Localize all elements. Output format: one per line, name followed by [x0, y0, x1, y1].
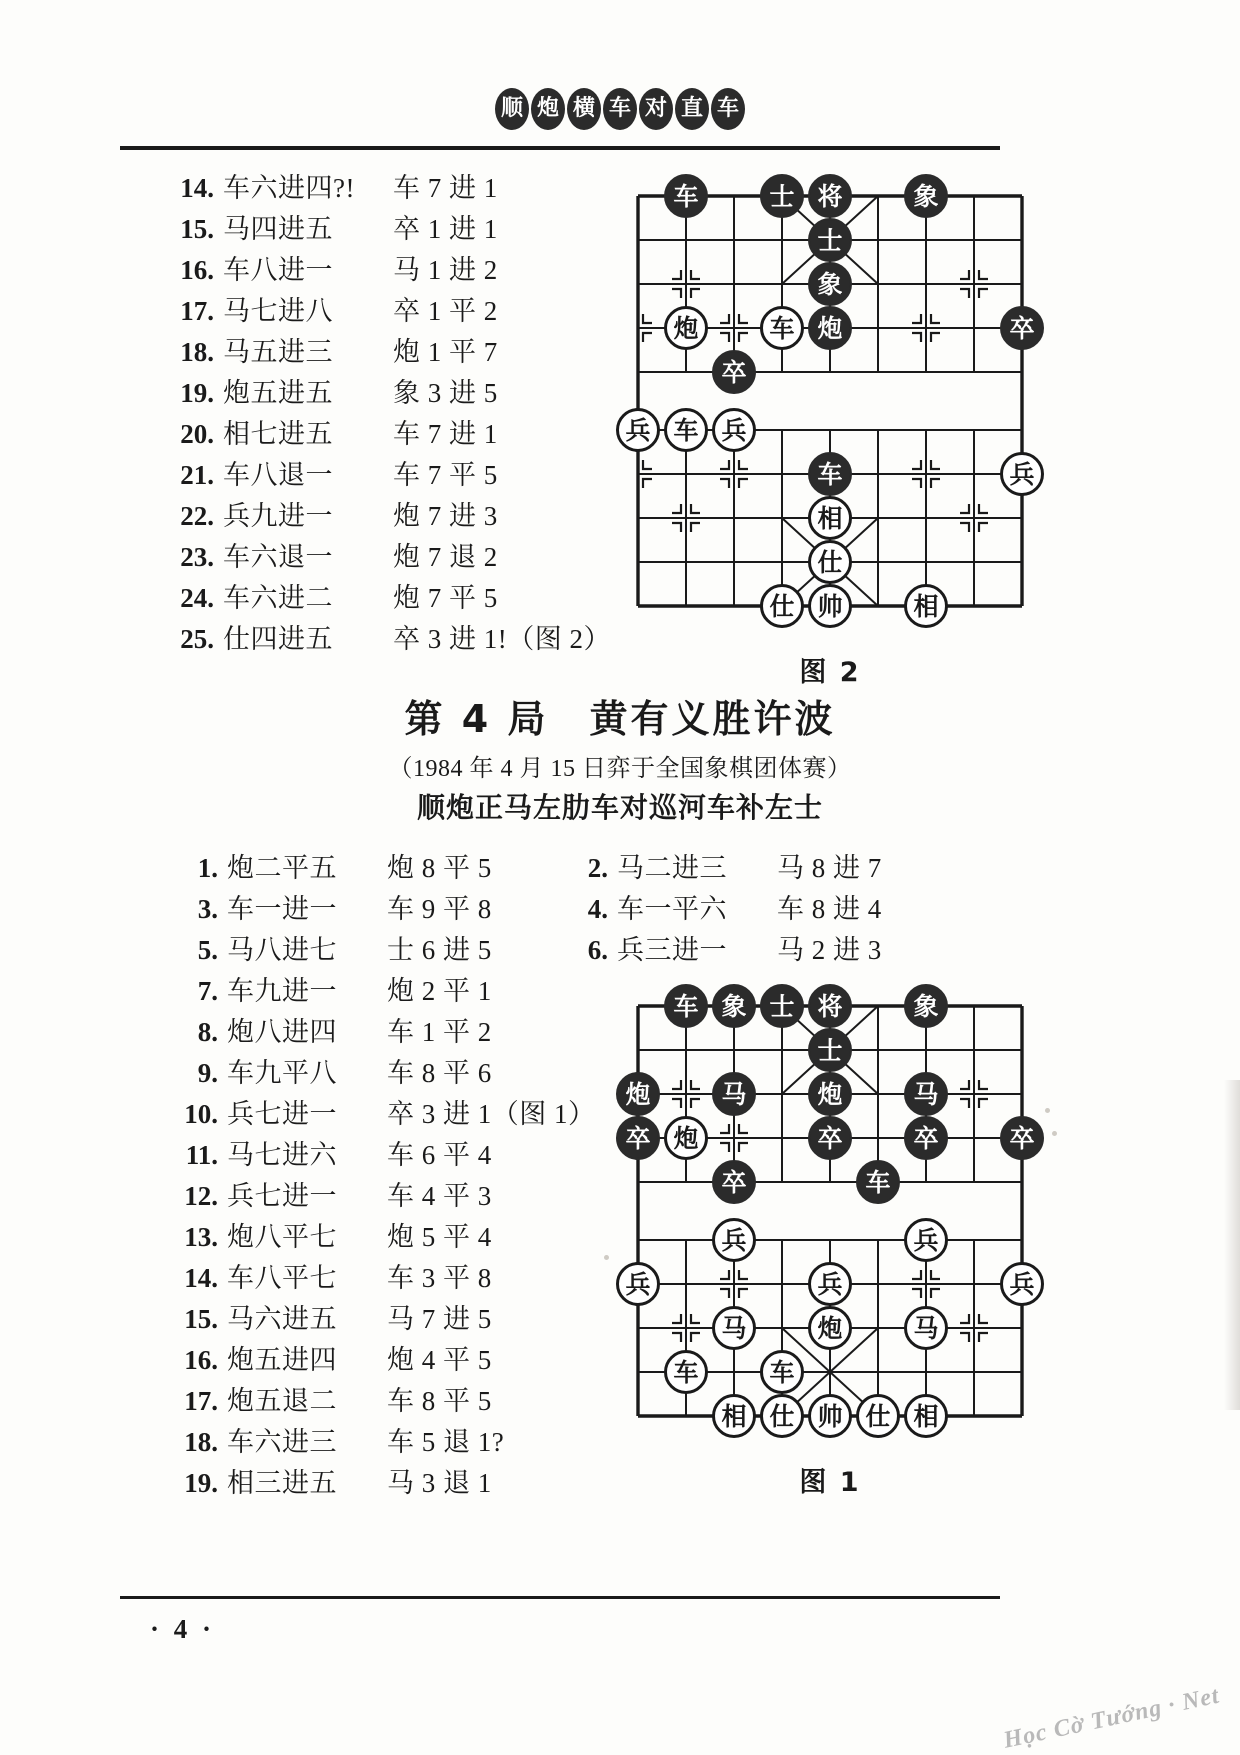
running-head-char: 车	[603, 88, 637, 130]
chess-piece-red: 炮	[664, 1116, 708, 1160]
chess-piece-red: 仕	[760, 1394, 804, 1438]
move-black: 卒 3 进 1（图 1）	[387, 1099, 596, 1129]
move-list-right	[560, 848, 882, 971]
xiangqi-board-1	[612, 980, 1048, 1442]
move-line	[160, 537, 611, 578]
move-red: 兵九进一	[223, 501, 333, 531]
chess-piece-red: 相	[904, 1394, 948, 1438]
move-red: 马六进五	[227, 1304, 337, 1334]
running-head-char: 横	[567, 88, 601, 130]
move-red: 车八平七	[227, 1263, 337, 1293]
move-red: 车八进一	[223, 255, 333, 285]
move-red: 仕四进五	[223, 624, 333, 654]
move-line	[160, 291, 611, 332]
page-speck	[1045, 1108, 1050, 1113]
move-line	[170, 930, 596, 971]
move-number: 3.	[197, 894, 218, 924]
move-line	[160, 373, 611, 414]
move-black: 炮 8 平 5	[387, 853, 492, 883]
move-line	[170, 1340, 596, 1381]
move-black: 炮 4 平 5	[387, 1345, 492, 1375]
move-black: 马 1 进 2	[393, 255, 498, 285]
chess-piece-red: 相	[904, 584, 948, 628]
move-black: 马 3 退 1	[387, 1468, 492, 1498]
move-black: 车 8 进 4	[777, 894, 882, 924]
chess-piece-red: 炮	[664, 306, 708, 350]
chess-piece-red: 相	[712, 1394, 756, 1438]
move-line	[160, 168, 611, 209]
move-black: 卒 1 进 1	[393, 214, 498, 244]
move-black: 车 7 进 1	[393, 419, 498, 449]
chess-piece-black: 卒	[712, 350, 756, 394]
move-line	[170, 1463, 596, 1504]
move-number: 23.	[180, 542, 214, 572]
move-list-left	[170, 848, 596, 1504]
chess-piece-red: 兵	[808, 1262, 852, 1306]
move-red: 车八退一	[223, 460, 333, 490]
move-line	[170, 1176, 596, 1217]
chess-piece-red: 兵	[1000, 1262, 1044, 1306]
running-head-char: 炮	[531, 88, 565, 130]
chess-piece-black: 车	[808, 452, 852, 496]
move-line	[160, 619, 611, 660]
move-red: 车六退一	[223, 542, 333, 572]
move-red: 炮八进四	[227, 1017, 337, 1047]
move-line	[560, 848, 882, 889]
move-black: 车 7 进 1	[393, 173, 498, 203]
chess-piece-red: 仕	[808, 540, 852, 584]
move-red: 车六进三	[227, 1427, 337, 1457]
chess-piece-black: 象	[904, 174, 948, 218]
running-head	[0, 88, 1240, 130]
move-black: 车 8 平 6	[387, 1058, 492, 1088]
move-line	[170, 1012, 596, 1053]
chess-piece-red: 兵	[712, 1218, 756, 1262]
move-red: 兵七进一	[227, 1099, 337, 1129]
move-number: 24.	[180, 583, 214, 613]
move-red: 炮五进四	[227, 1345, 337, 1375]
move-number: 5.	[197, 935, 218, 965]
move-number: 7.	[197, 976, 218, 1006]
chess-piece-black: 将	[808, 174, 852, 218]
move-red: 车九进一	[227, 976, 337, 1006]
chess-piece-black: 卒	[712, 1160, 756, 1204]
move-black: 炮 2 平 1	[387, 976, 492, 1006]
move-line	[160, 496, 611, 537]
move-black: 马 8 进 7	[777, 853, 882, 883]
move-black: 车 5 退 1?	[387, 1427, 505, 1457]
move-black: 炮 1 平 7	[393, 337, 498, 367]
chess-piece-black: 卒	[1000, 1116, 1044, 1160]
move-line	[170, 1094, 596, 1135]
chess-piece-black: 卒	[1000, 306, 1044, 350]
game-title: 第 4 局 黄有义胜许波	[404, 697, 836, 741]
chess-piece-black: 车	[664, 984, 708, 1028]
move-line	[170, 1135, 596, 1176]
running-head-char: 车	[711, 88, 745, 130]
move-black: 车 4 平 3	[387, 1181, 492, 1211]
chess-piece-red: 相	[808, 496, 852, 540]
move-red: 炮五退二	[227, 1386, 337, 1416]
chess-piece-black: 炮	[808, 306, 852, 350]
move-number: 17.	[184, 1386, 218, 1416]
move-number: 14.	[180, 173, 214, 203]
figure-1-caption: 图 1	[799, 1467, 861, 1498]
move-line	[160, 578, 611, 619]
move-black: 车 3 平 8	[387, 1263, 492, 1293]
chess-piece-red: 车	[664, 408, 708, 452]
move-line	[160, 455, 611, 496]
chess-piece-red: 马	[712, 1306, 756, 1350]
move-black: 马 2 进 3	[777, 935, 882, 965]
move-list-top	[160, 168, 611, 660]
header-rule	[120, 146, 1000, 150]
move-number: 19.	[180, 378, 214, 408]
move-number: 4.	[587, 894, 608, 924]
move-number: 8.	[197, 1017, 218, 1047]
move-line	[170, 889, 596, 930]
move-black: 卒 3 进 1!（图 2）	[393, 624, 611, 654]
move-number: 16.	[184, 1345, 218, 1375]
move-number: 16.	[180, 255, 214, 285]
move-number: 21.	[180, 460, 214, 490]
move-number: 17.	[180, 296, 214, 326]
move-number: 15.	[180, 214, 214, 244]
move-red: 兵三进一	[617, 935, 727, 965]
chess-piece-red: 车	[760, 1350, 804, 1394]
move-black: 卒 1 平 2	[393, 296, 498, 326]
move-number: 18.	[180, 337, 214, 367]
chess-piece-red: 帅	[808, 584, 852, 628]
move-number: 9.	[197, 1058, 218, 1088]
move-red: 车一平六	[617, 894, 727, 924]
running-head-char: 对	[639, 88, 673, 130]
move-line	[170, 1422, 596, 1463]
chess-piece-black: 车	[664, 174, 708, 218]
diagram-figure-1	[612, 980, 1048, 1498]
chess-piece-black: 卒	[808, 1116, 852, 1160]
move-black: 车 1 平 2	[387, 1017, 492, 1047]
chess-piece-black: 象	[808, 262, 852, 306]
chess-piece-red: 仕	[760, 584, 804, 628]
move-red: 炮五进五	[223, 378, 333, 408]
move-black: 象 3 进 5	[393, 378, 498, 408]
footer-rule	[120, 1596, 1000, 1599]
move-number: 19.	[184, 1468, 218, 1498]
move-number: 14.	[184, 1263, 218, 1293]
move-black: 马 7 进 5	[387, 1304, 492, 1334]
chess-piece-black: 炮	[616, 1072, 660, 1116]
move-line	[170, 1053, 596, 1094]
chess-piece-black: 象	[712, 984, 756, 1028]
running-head-char: 直	[675, 88, 709, 130]
move-number: 11.	[185, 1140, 218, 1170]
move-black: 士 6 进 5	[387, 935, 492, 965]
move-black: 炮 7 退 2	[393, 542, 498, 572]
page-speck	[604, 1255, 609, 1260]
move-number: 10.	[184, 1099, 218, 1129]
move-line	[160, 250, 611, 291]
move-red: 马七进六	[227, 1140, 337, 1170]
chess-piece-black: 士	[760, 984, 804, 1028]
chess-piece-black: 马	[712, 1072, 756, 1116]
move-black: 车 8 平 5	[387, 1386, 492, 1416]
move-number: 2.	[587, 853, 608, 883]
move-number: 6.	[587, 935, 608, 965]
chess-piece-black: 士	[808, 1028, 852, 1072]
game-subtitle: （1984 年 4 月 15 日弈于全国象棋团体赛）	[388, 756, 852, 782]
chess-piece-black: 炮	[808, 1072, 852, 1116]
move-number: 1.	[197, 853, 218, 883]
move-line	[170, 1381, 596, 1422]
move-line	[560, 930, 882, 971]
move-red: 炮八平七	[227, 1222, 337, 1252]
chess-piece-red: 仕	[856, 1394, 900, 1438]
move-number: 22.	[180, 501, 214, 531]
move-red: 相三进五	[227, 1468, 337, 1498]
chess-piece-black: 将	[808, 984, 852, 1028]
move-black: 车 7 平 5	[393, 460, 498, 490]
move-number: 15.	[184, 1304, 218, 1334]
move-red: 车九平八	[227, 1058, 337, 1088]
move-red: 车六进二	[223, 583, 333, 613]
move-red: 车一进一	[227, 894, 337, 924]
game-opening-name: 顺炮正马左肋车对巡河车补左士	[416, 791, 823, 824]
page-edge-shadow	[1224, 1080, 1240, 1410]
move-line	[170, 848, 596, 889]
move-line	[560, 889, 882, 930]
move-red: 马二进三	[617, 853, 727, 883]
chess-piece-black: 士	[760, 174, 804, 218]
chess-piece-red: 炮	[808, 1306, 852, 1350]
chess-piece-black: 象	[904, 984, 948, 1028]
chess-piece-red: 兵	[616, 408, 660, 452]
page-speck	[1052, 1131, 1057, 1136]
move-number: 20.	[180, 419, 214, 449]
move-red: 马七进八	[223, 296, 333, 326]
move-black: 炮 7 平 5	[393, 583, 498, 613]
move-number: 25.	[180, 624, 214, 654]
running-head-char: 顺	[495, 88, 529, 130]
move-red: 炮二平五	[227, 853, 337, 883]
xiangqi-board-2	[612, 170, 1048, 632]
chess-piece-red: 帅	[808, 1394, 852, 1438]
move-red: 马八进七	[227, 935, 337, 965]
move-black: 车 9 平 8	[387, 894, 492, 924]
move-red: 相七进五	[223, 419, 333, 449]
move-line	[170, 1258, 596, 1299]
chess-piece-red: 兵	[904, 1218, 948, 1262]
chess-piece-red: 车	[664, 1350, 708, 1394]
chess-piece-black: 士	[808, 218, 852, 262]
move-red: 马五进三	[223, 337, 333, 367]
move-black: 炮 5 平 4	[387, 1222, 492, 1252]
chess-piece-red: 兵	[1000, 452, 1044, 496]
diagram-figure-2	[612, 170, 1048, 688]
chess-piece-black: 车	[856, 1160, 900, 1204]
move-black: 车 6 平 4	[387, 1140, 492, 1170]
move-red: 马四进五	[223, 214, 333, 244]
chess-piece-black: 马	[904, 1072, 948, 1116]
chess-piece-black: 卒	[616, 1116, 660, 1160]
move-line	[170, 971, 596, 1012]
move-black: 炮 7 进 3	[393, 501, 498, 531]
chess-piece-red: 车	[760, 306, 804, 350]
move-number: 12.	[184, 1181, 218, 1211]
figure-2-caption: 图 2	[799, 657, 861, 688]
chess-piece-black: 卒	[904, 1116, 948, 1160]
chess-piece-red: 马	[904, 1306, 948, 1350]
move-line	[160, 332, 611, 373]
watermark: Học Cờ Tướng · Net	[1001, 1682, 1222, 1754]
move-line	[160, 209, 611, 250]
page-number: · 4 ·	[150, 1614, 216, 1644]
chess-piece-red: 兵	[616, 1262, 660, 1306]
move-line	[170, 1217, 596, 1258]
move-line	[160, 414, 611, 455]
chess-piece-red: 兵	[712, 408, 756, 452]
move-red: 车六进四?!	[223, 173, 355, 203]
move-number: 18.	[184, 1427, 218, 1457]
move-number: 13.	[184, 1222, 218, 1252]
move-line	[170, 1299, 596, 1340]
move-red: 兵七进一	[227, 1181, 337, 1211]
